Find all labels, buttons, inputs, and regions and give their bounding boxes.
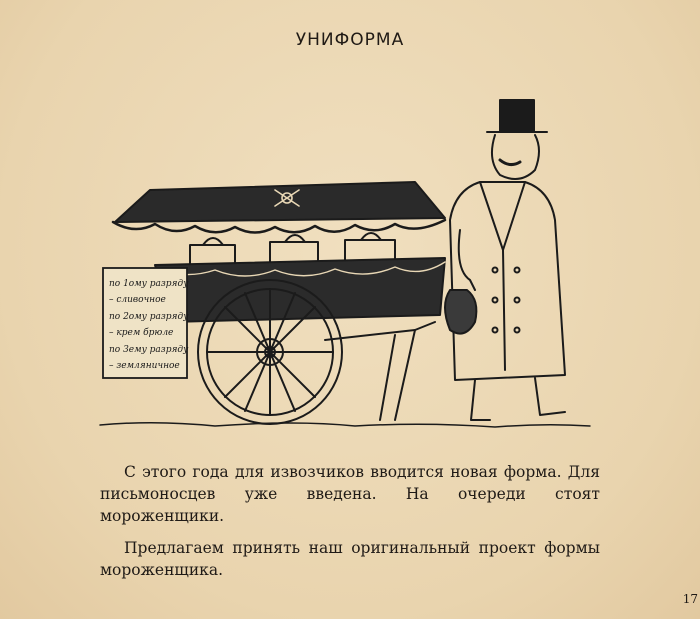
sign-line-6: – земляничное (109, 361, 180, 371)
sign-line-2: – сливочное (109, 295, 166, 305)
vendor-bag (445, 290, 476, 334)
page-title: УНИФОРМА (295, 30, 405, 50)
paragraph-1 (100, 461, 600, 527)
page-number: 17 (682, 592, 698, 606)
cart-wheel (198, 280, 342, 424)
ice-cream-vendor-illustration (95, 90, 595, 435)
sign-line-1: по 1ому разряду (109, 279, 189, 289)
paragraph-2 (100, 537, 600, 581)
sign-line-4: – крем брюле (109, 328, 174, 338)
vendor-figure (445, 100, 565, 420)
vendor-coat (450, 182, 565, 380)
cart-body (155, 258, 445, 322)
paragraph-2-text: Предлагаем принять наш оригинальный проект формы мороженщика. (100, 539, 600, 579)
sign-line-3: по 2ому разряду (109, 312, 189, 322)
paragraph-1-text: С этого года для извозчиков вводится новая форма. Для письмоносцев уже введена. На очереди стоят мороженщики. (100, 463, 600, 525)
sign-line-5: по 3ему разряду (109, 345, 189, 355)
price-sign (103, 268, 189, 378)
